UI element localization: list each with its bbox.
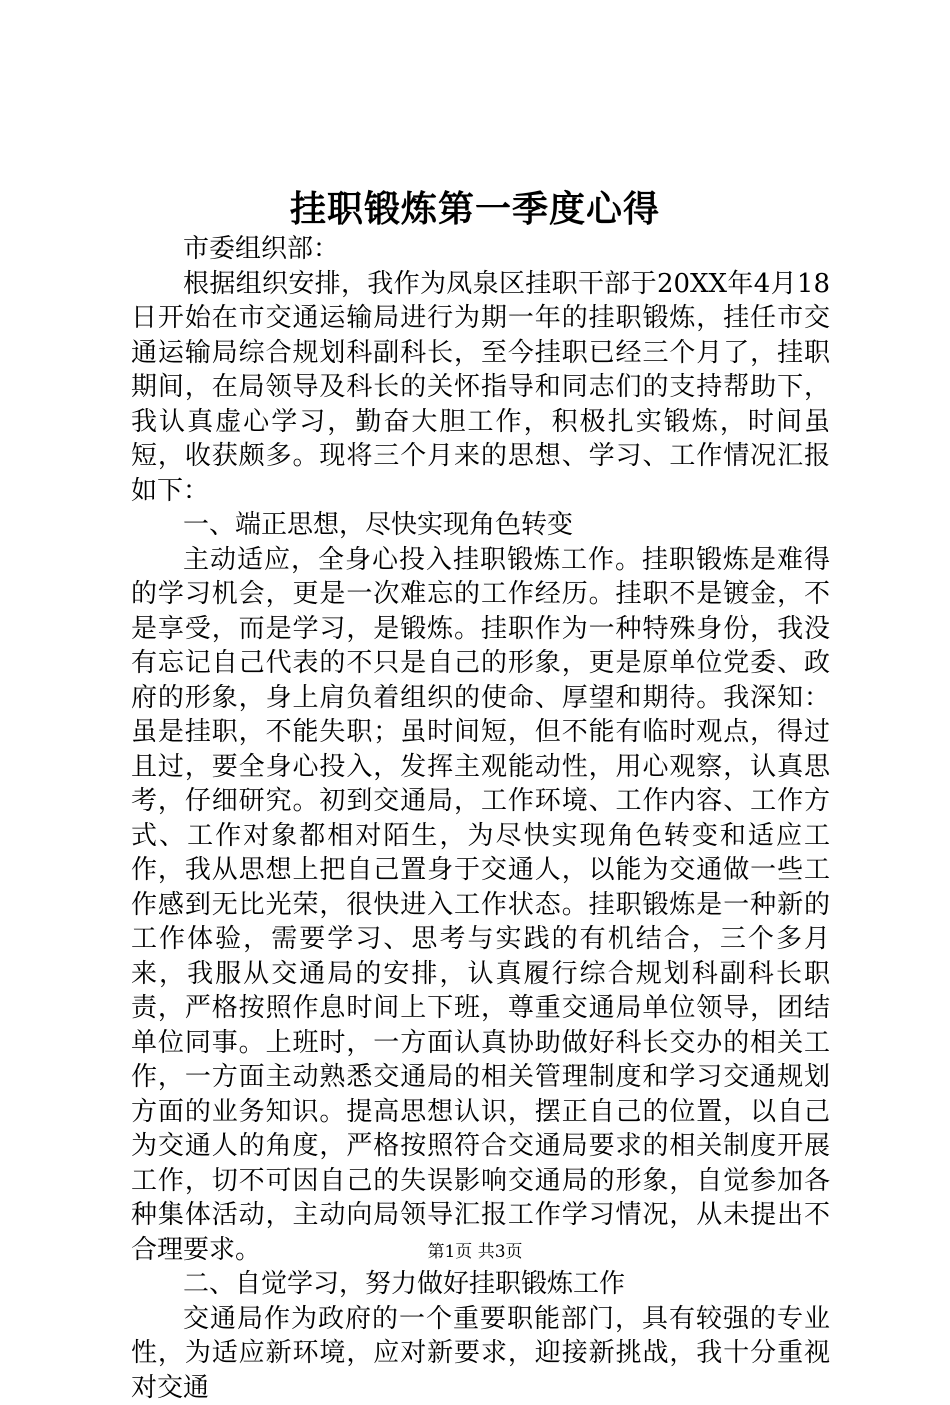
body-paragraph: 主动适应，全身心投入挂职锻炼工作。挂职锻炼是难得的学习机会，更是一次难忘的工作经历。挂职不是镀金，不是享受，而是学习，是锻炼。挂职作为一种特殊身份，我没有忘记自己代表的不只是自己的形象，更是原单位党委、政府的形象，身上肩负着组织的使命、厚望和期待。我深知：虽是挂职，不能失职；虽时间短，但不能有临时观点，得过且过，要全身心投入，发挥主观能动性，用心观察，认真思考，仔细研究。初到交通局，工作环境、工作内容、工作方式、工作对象都相对陌生，为尽快实现角色转变和适应工作，我从思想上把自己置身于交通人，以能为交通做一些工作感到无比光荣，很快进入工作状态。挂职锻炼是一种新的工作体验，需要学习、思考与实践的有机结合，三个多月来，我服从交通局的安排，认真履行综合规划科副科长职责，严格按照作息时间上下班，尊重交通局单位领导，团结单位同事。上班时，一方面认真协助做好科长交办的相关工作，一方面主动熟悉交通局的相关管理制度和学习交通规划方面的业务知识。提高思想认识，摆正自己的位置，以自己为交通人的角度，严格按照符合交通局要求的相关制度开展工作，切不可因自己的失误影响交通局的形象，自觉参加各种集体活动，主动向局领导汇报工作学习情况，从未提出不合理要求。: [131, 543, 830, 1268]
salutation: 市委组织部：: [131, 232, 830, 267]
section-heading: 一、端正思想，尽快实现角色转变: [131, 508, 830, 543]
document-title: 挂职锻炼第一季度心得: [0, 184, 950, 234]
body-paragraph: 交通局作为政府的一个重要职能部门，具有较强的专业性，为适应新环境，应对新要求，迎接新挑战，我十分重视对交通: [131, 1302, 830, 1405]
section-heading: 二、自觉学习，努力做好挂职锻炼工作: [131, 1267, 830, 1302]
document-body: [131, 232, 830, 1405]
body-paragraph: 根据组织安排，我作为凤泉区挂职干部于20XX年4月18日开始在市交通运输局进行为期一年的挂职锻炼，挂任市交通运输局综合规划科副科长，至今挂职已经三个月了，挂职期间，在局领导及科长的关怀指导和同志们的支持帮助下，我认真虚心学习，勤奋大胆工作，积极扎实锻炼，时间虽短，收获颇多。现将三个月来的思想、学习、工作情况汇报如下：: [131, 267, 830, 509]
page-footer: 第1页 共3页: [0, 1240, 950, 1264]
